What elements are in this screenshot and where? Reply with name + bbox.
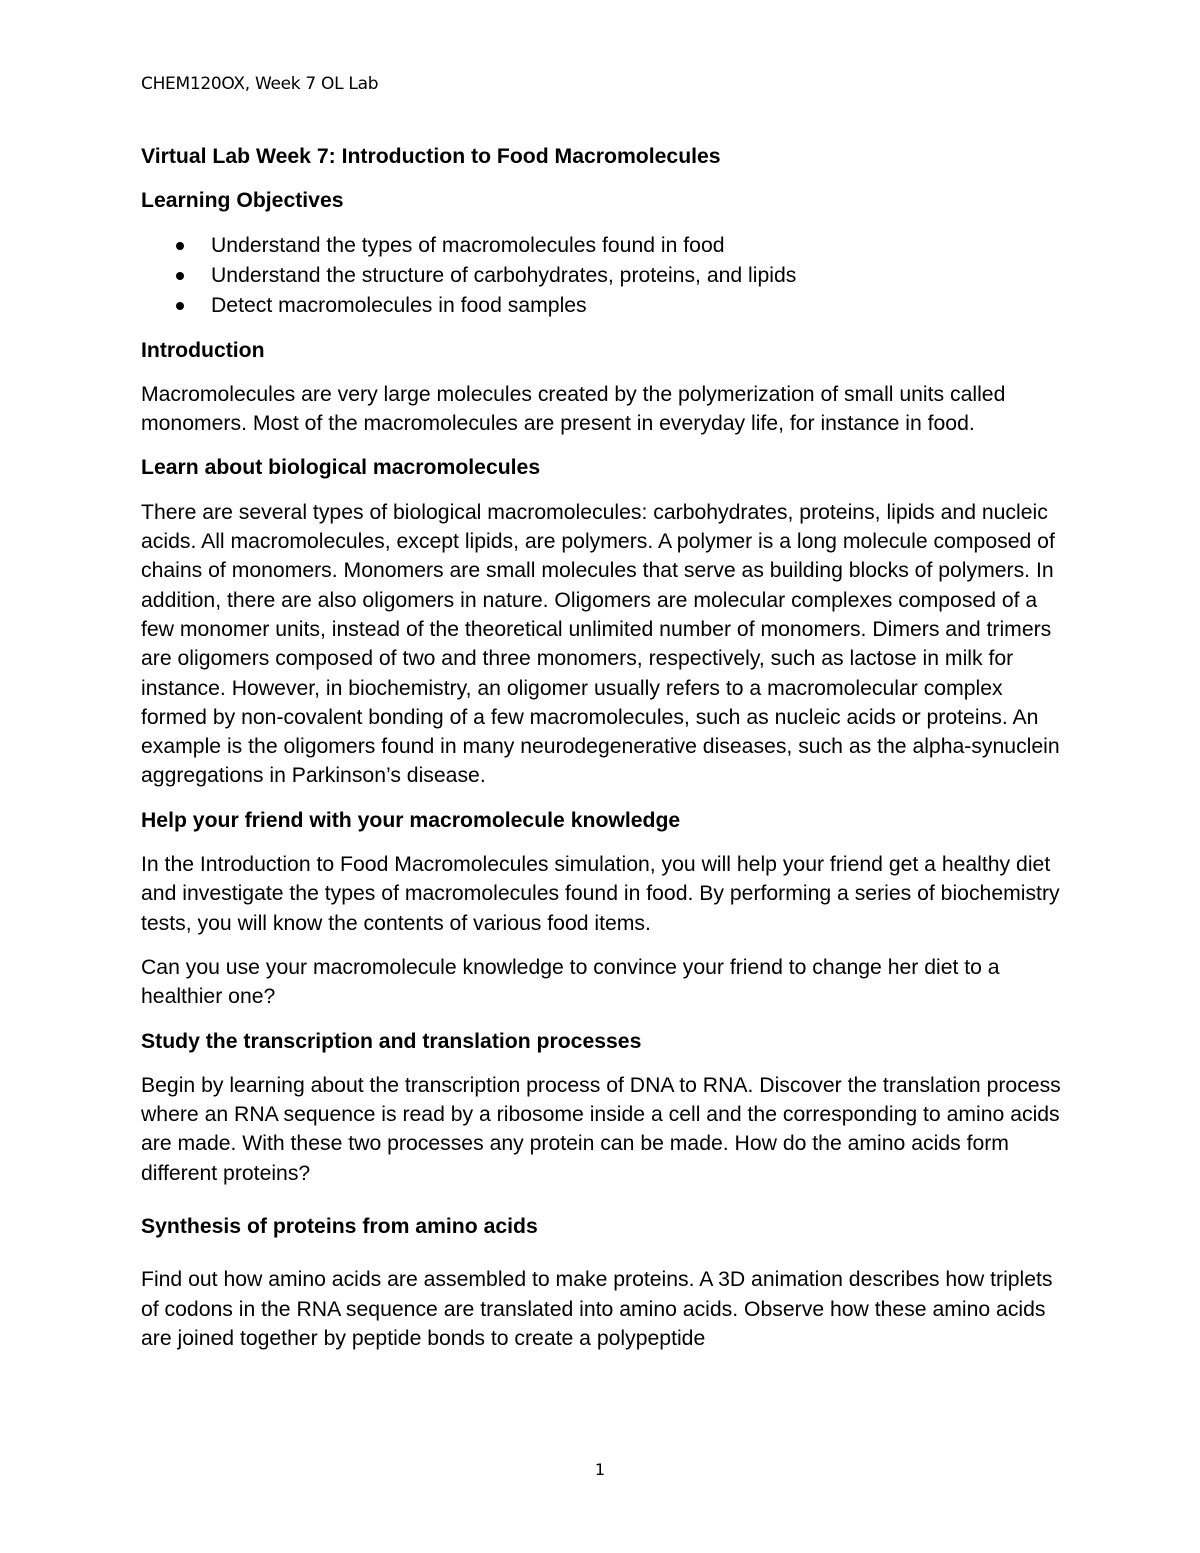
introduction-heading: Introduction [141, 338, 265, 362]
list-item [141, 261, 1071, 291]
document-title: Virtual Lab Week 7: Introduction to Food Macromolecules [141, 145, 721, 168]
bullet-icon [176, 302, 184, 310]
list-item [141, 291, 1071, 321]
study-paragraph: Begin by learning about the transcription process of DNA to RNA. Discover the translation process where an RNA sequence is read by a ribosome inside a cell and the corresponding to amino acids are made. With these two processes any protein can be made. How do the amino acids form different proteins? [141, 1073, 1061, 1185]
help-paragraph: In the Introduction to Food Macromolecules simulation, you will help your friend get a healthy diet and investigate the types of macromolecules found in food. By performing a series of biochemistry tests, you will know the contents of various food items. [141, 853, 1060, 935]
page-header: CHEM120OX, Week 7 OL Lab [141, 74, 379, 94]
bullet-icon [176, 272, 184, 280]
document-body [141, 142, 1071, 1368]
synthesis-paragraph: Find out how amino acids are assembled to make proteins. A 3D animation describes how triplets of codons in the RNA sequence are translated into amino acids. Observe how these amino acids are joined together by peptide bonds to create a polypeptide [141, 1268, 1053, 1350]
help-heading: Help your friend with your macromolecule knowledge [141, 808, 681, 832]
learn-heading: Learn about biological macromolecules [141, 456, 541, 480]
list-item-text: Understand the types of macromolecules found in food [211, 233, 725, 257]
learn-paragraph: There are several types of biological macromolecules: carbohydrates, proteins, lipids and nucleic acids. All macromolecules, except lipids, are polymers. A polymer is a long molecule composed of chains of monomers. Monomers are small molecules that serve as building blocks of polymers. In addition, there are also oligomers in nature. Oligomers are molecular complexes composed of a few monomer units, instead of the theoretical unlimited number of monomers. Dimers and trimers are oligomers composed of two and three monomers, respectively, such as lactose in milk for instance. However, in biochemistry, an oligomer usually refers to a macromolecular complex formed by non-covalent bonding of a few macromolecules, such as nucleic acids or proteins. An example is the oligomers found in many neurodegenerative diseases, such as the alpha-synuclein aggregations in Parkinson’s disease. [141, 500, 1060, 788]
list-item-text: Understand the structure of carbohydrates, proteins, and lipids [211, 263, 797, 287]
bullet-icon [176, 242, 184, 250]
synthesis-heading: Synthesis of proteins from amino acids [141, 1215, 538, 1239]
page-number: 1 [594, 1460, 606, 1479]
introduction-paragraph: Macromolecules are very large molecules created by the polymerization of small units called monomers. Most of the macromolecules are present in everyday life, for instance in food. [141, 382, 1006, 436]
list-item [141, 231, 1071, 261]
list-item-text: Detect macromolecules in food samples [211, 293, 587, 317]
objectives-list [141, 231, 1071, 321]
study-heading: Study the transcription and translation processes [141, 1029, 642, 1053]
help-question: Can you use your macromolecule knowledge to convince your friend to change her diet to a healthier one? [141, 955, 1000, 1009]
objectives-heading: Learning Objectives [141, 189, 344, 213]
